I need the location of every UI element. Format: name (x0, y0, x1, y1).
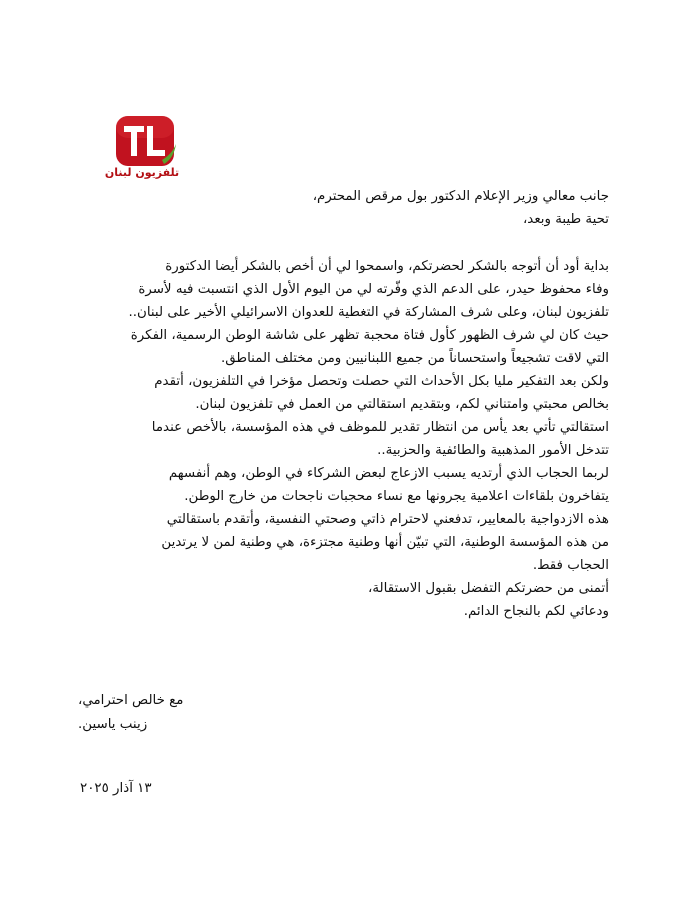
body-line: لربما الحجاب الذي أرتديه يسبب الازعاج لبعض الشركاء في الوطن، وهم أنفسهم (168, 466, 609, 481)
body-line: هذه الازدواجية بالمعايير، تدفعني لاحترام ذاتي وصحتي النفسية، وأتقدم باستقالتي (166, 512, 609, 527)
body-line: تلفزيون لبنان، وعلى شرف المشاركة في التغطية للعدوان الاسرائيلي الأخير على لبنان.. (128, 305, 609, 320)
body-line: حيث كان لي شرف الظهور كأول فتاة محجبة تظهر على شاشة الوطن الرسمية، الفكرة (130, 328, 609, 343)
body-line: وفاء محفوظ حيدر، على الدعم الذي وفّرته لي من اليوم الأول الذي انتسبت فيه لأسرة (138, 282, 609, 297)
body-line: الحجاب فقط. (532, 558, 609, 573)
tl-logo-icon (112, 114, 180, 170)
body-line: استقالتي تأتي بعد يأس من انتظار تقدير للموظف في هذه المؤسسة، بالأخص عندما (151, 420, 609, 435)
body-line: التي لاقت تشجيعاً واستحساناً من جميع اللبنانيين ومن مختلف المناطق. (221, 351, 609, 366)
body-line: من هذه المؤسسة الوطنية، التي تبيّن أنها وطنية مجتزءة، هي وطنية لمن لا يرتدين (161, 535, 609, 550)
body-line: تتدخل الأمور المذهبية والطائفية والحزبية.. (377, 443, 609, 458)
closing-line: مع خالص احترامي، (78, 693, 184, 708)
body-line: يتفاخرون بلقاءات اعلامية يجرونها مع نساء محجبات ناجحات من خارج الوطن. (184, 489, 609, 504)
salutation-line: جانب معالي وزير الإعلام الدكتور بول مرقص المحترم، (312, 189, 609, 204)
body-line: ولكن بعد التفكير مليا بكل الأحداث التي حصلت وتحصل مؤخرا في التلفزيون، أتقدم (154, 374, 609, 389)
body-line: بخالص محبتي وامتناني لكم، وبتقديم استقالتي من العمل في تلفزيون لبنان. (195, 397, 609, 412)
logo-caption: تلفزيون لبنان (104, 166, 180, 179)
signature-name: زينب ياسين. (78, 717, 148, 732)
letter-date: ١٣ آذار ٢٠٢٥ (80, 781, 152, 796)
body-line: بداية أود أن أتوجه بالشكر لحضرتكم، واسمحوا لي أن أخص بالشكر أيضا الدكتورة (165, 259, 609, 274)
salutation-line: تحية طيبة وبعد، (522, 212, 609, 227)
body-line: ودعائي لكم بالنجاح الدائم. (463, 604, 609, 619)
body-line: أتمنى من حضرتكم التفضل بقبول الاستقالة، (368, 581, 609, 596)
